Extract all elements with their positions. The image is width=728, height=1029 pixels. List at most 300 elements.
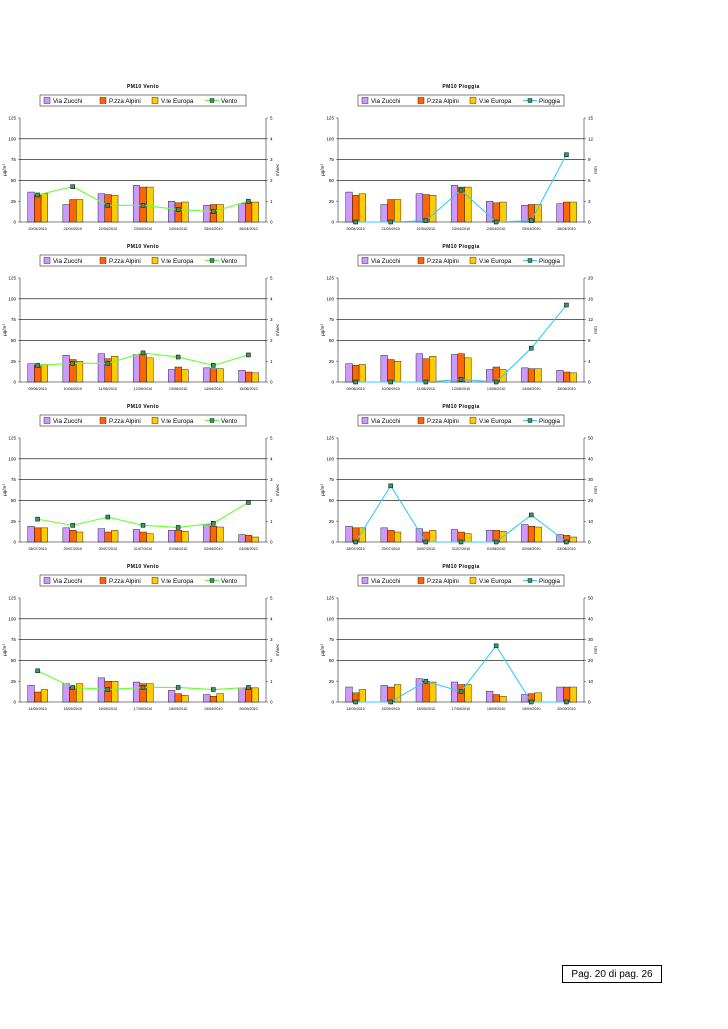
x-tick-label-1: 28/07/2010 xyxy=(28,547,47,551)
x-tick-label-2: 21/04/2010 xyxy=(63,227,82,231)
line-point-2 xyxy=(389,380,393,384)
legend-swatch-1 xyxy=(44,418,50,424)
legend-label-4: Pioggia xyxy=(539,418,561,425)
y2-axis-label: mm xyxy=(593,326,598,334)
x-tick-label-5: 18/09/2010 xyxy=(168,707,188,711)
line-point-4 xyxy=(141,523,145,527)
bar-3-3 xyxy=(429,356,436,382)
y2-tick-label-4: 3 xyxy=(270,317,273,323)
y-tick-label-6: 125 xyxy=(8,275,16,281)
chart-legend xyxy=(358,255,564,266)
bar-1-4 xyxy=(133,355,140,382)
y-tick-label-4: 75 xyxy=(328,637,334,643)
chart-title: PM10 Pioggia xyxy=(442,564,480,570)
y-tick-label-1: 0 xyxy=(331,539,334,545)
x-tick-label-2: 21/04/2010 xyxy=(381,227,400,231)
y2-tick-label-4: 9 xyxy=(588,157,591,163)
y2-tick-label-3: 2 xyxy=(270,178,273,183)
bar-2-6 xyxy=(210,696,217,702)
y2-tick-label-2: 4 xyxy=(588,358,591,364)
bar-2-6 xyxy=(528,526,535,542)
legend-label-3: V.le Europa xyxy=(161,258,194,265)
legend-label-2: P.zza Alpini xyxy=(427,98,459,105)
y-tick-label-5: 100 xyxy=(326,136,334,142)
y-tick-label-1: 0 xyxy=(331,379,334,385)
bar-3-4 xyxy=(465,685,472,702)
bar-1-4 xyxy=(451,530,458,542)
line-point-6 xyxy=(529,346,533,350)
bar-1-3 xyxy=(416,679,423,702)
bar-1-7 xyxy=(557,204,564,222)
y2-tick-label-5: 40 xyxy=(588,616,594,622)
y-tick-label-4: 75 xyxy=(328,477,334,483)
bar-2-4 xyxy=(140,354,147,382)
bar-3-4 xyxy=(465,534,472,542)
bar-1-7 xyxy=(557,370,564,382)
bar-1-4 xyxy=(451,185,458,222)
bar-2-5 xyxy=(175,530,182,542)
legend-swatch-3 xyxy=(152,258,158,264)
chart-legend xyxy=(40,255,246,266)
bar-1-5 xyxy=(486,691,493,702)
bar-3-4 xyxy=(147,187,154,222)
x-tick-label-4: 31/07/2010 xyxy=(133,547,153,551)
line-point-3 xyxy=(106,688,110,692)
y2-tick-label-4: 30 xyxy=(588,637,594,643)
y-tick-label-5: 100 xyxy=(8,136,16,142)
chart-7 xyxy=(0,560,300,720)
line-point-7 xyxy=(564,153,568,157)
chart-4 xyxy=(318,240,618,400)
y2-tick-label-3: 2 xyxy=(270,338,273,343)
bar-3-5 xyxy=(182,202,189,222)
line-point-5 xyxy=(494,644,498,648)
bar-3-6 xyxy=(535,693,542,702)
bar-1-6 xyxy=(203,525,210,542)
bar-1-1 xyxy=(28,685,35,702)
x-tick-label-5: 01/08/2010 xyxy=(168,547,188,551)
bar-3-7 xyxy=(570,373,577,382)
chart-2 xyxy=(318,80,618,240)
x-tick-label-6: 25/04/2010 xyxy=(204,227,223,231)
bar-1-6 xyxy=(521,525,528,542)
y-tick-label-6: 125 xyxy=(8,435,16,441)
y2-tick-label-5: 4 xyxy=(270,296,273,302)
line-point-1 xyxy=(354,380,358,384)
legend-label-4: Vento xyxy=(221,418,238,425)
y-tick-label-3: 50 xyxy=(328,498,334,503)
y-tick-label-4: 75 xyxy=(10,477,16,483)
line-point-3 xyxy=(424,380,428,384)
chart-5 xyxy=(0,400,300,560)
legend-label-1: Via Zucchi xyxy=(371,98,401,105)
x-tick-label-3: 22/04/2010 xyxy=(98,227,118,231)
bar-1-2 xyxy=(381,205,388,222)
bar-2-1 xyxy=(352,195,359,222)
legend-label-2: P.zza Alpini xyxy=(109,258,141,265)
y-tick-label-6: 125 xyxy=(8,115,16,121)
y2-tick-label-2: 10 xyxy=(588,518,594,524)
line-point-6 xyxy=(529,700,533,704)
legend-label-2: P.zza Alpini xyxy=(427,418,459,425)
bar-2-3 xyxy=(105,195,112,222)
y-tick-label-5: 100 xyxy=(8,296,16,302)
legend-swatch-2 xyxy=(100,418,106,424)
bar-2-2 xyxy=(388,530,395,542)
bar-1-4 xyxy=(451,355,458,382)
y-tick-label-3: 50 xyxy=(328,178,334,183)
bar-3-6 xyxy=(535,527,542,542)
y2-tick-label-3: 20 xyxy=(588,498,594,503)
bar-2-7 xyxy=(245,535,252,542)
bar-1-7 xyxy=(239,688,246,702)
bar-1-3 xyxy=(98,194,105,222)
legend-label-1: Via Zucchi xyxy=(371,418,401,425)
line-point-7 xyxy=(564,303,568,307)
y2-tick-label-3: 2 xyxy=(270,498,273,503)
chart-title: PM10 Vento xyxy=(126,564,160,570)
y2-tick-label-4: 12 xyxy=(588,317,594,323)
legend-label-2: P.zza Alpini xyxy=(427,578,459,585)
legend-label-2: P.zza Alpini xyxy=(109,418,141,425)
line-point-7 xyxy=(246,353,250,357)
bar-2-3 xyxy=(105,532,112,542)
legend-label-1: Via Zucchi xyxy=(53,258,83,265)
bar-1-4 xyxy=(451,682,458,702)
y2-tick-label-6: 5 xyxy=(270,595,273,601)
bar-2-7 xyxy=(245,202,252,222)
line-point-4 xyxy=(459,690,463,694)
chart-1 xyxy=(0,80,300,240)
y-axis-label: µg/m³ xyxy=(320,644,325,656)
bar-1-5 xyxy=(168,370,175,382)
bar-3-7 xyxy=(252,537,259,542)
y-tick-label-4: 75 xyxy=(10,317,16,323)
y2-tick-label-5: 12 xyxy=(588,136,594,142)
y-tick-label-2: 25 xyxy=(328,518,334,524)
x-tick-label-3: 16/09/2010 xyxy=(98,707,118,711)
bar-1-2 xyxy=(381,528,388,542)
x-tick-label-4: 17/09/2010 xyxy=(451,707,471,711)
legend-swatch-3 xyxy=(470,258,476,264)
bar-2-5 xyxy=(175,694,182,702)
y-tick-label-4: 75 xyxy=(10,157,16,163)
legend-swatch-1 xyxy=(362,258,368,264)
y2-axis-label: m/sec xyxy=(275,483,280,497)
bar-1-2 xyxy=(381,355,388,382)
legend-swatch-1 xyxy=(44,578,50,584)
bar-3-6 xyxy=(217,205,224,222)
legend-swatch-2 xyxy=(100,578,106,584)
chart-title: PM10 Pioggia xyxy=(442,84,480,90)
bar-1-5 xyxy=(168,201,175,222)
bar-2-1 xyxy=(34,365,41,382)
x-tick-label-1: 28/07/2010 xyxy=(346,547,365,551)
y-tick-label-2: 25 xyxy=(10,198,16,204)
y-tick-label-4: 75 xyxy=(328,317,334,323)
line-point-1 xyxy=(36,517,40,521)
y2-tick-label-2: 1 xyxy=(270,358,273,364)
bar-3-2 xyxy=(394,200,401,222)
bar-2-7 xyxy=(563,202,570,222)
x-tick-label-1: 20/04/2010 xyxy=(28,227,47,231)
bar-3-3 xyxy=(111,530,118,542)
y-tick-label-1: 0 xyxy=(331,219,334,225)
bar-3-1 xyxy=(41,194,48,222)
bar-1-2 xyxy=(63,684,70,702)
y-axis-label: µg/m³ xyxy=(2,164,7,176)
y2-tick-label-6: 20 xyxy=(588,275,594,281)
x-tick-label-7: 26/04/2010 xyxy=(557,227,576,231)
y-tick-label-2: 25 xyxy=(328,198,334,204)
x-tick-label-1: 14/09/2010 xyxy=(346,707,365,711)
line-point-4 xyxy=(141,351,145,355)
line-point-4 xyxy=(459,377,463,381)
bar-2-5 xyxy=(493,203,500,222)
x-tick-label-4: 23/04/2010 xyxy=(133,227,153,231)
x-tick-label-6: 19/09/2010 xyxy=(522,707,541,711)
y-tick-label-4: 75 xyxy=(328,157,334,163)
line-point-1 xyxy=(36,193,40,197)
line-point-2 xyxy=(71,523,75,527)
legend-swatch-2 xyxy=(418,578,424,584)
line-point-5 xyxy=(176,685,180,689)
y-tick-label-2: 25 xyxy=(328,678,334,684)
bar-1-3 xyxy=(416,194,423,222)
legend-swatch-1 xyxy=(362,418,368,424)
x-tick-label-6: 19/09/2010 xyxy=(204,707,223,711)
line-point-1 xyxy=(354,540,358,544)
y2-tick-label-3: 2 xyxy=(270,658,273,663)
bar-1-6 xyxy=(521,205,528,222)
bar-1-6 xyxy=(521,368,528,382)
y-tick-label-5: 100 xyxy=(326,296,334,302)
y2-axis-label: mm xyxy=(593,646,598,654)
bar-3-6 xyxy=(217,369,224,382)
line-point-6 xyxy=(211,210,215,214)
bar-1-1 xyxy=(346,687,353,702)
line-point-1 xyxy=(36,669,40,673)
page-number-label xyxy=(562,965,662,983)
bar-3-3 xyxy=(111,195,118,222)
y2-tick-label-1: 0 xyxy=(588,539,591,545)
y-axis-label: µg/m³ xyxy=(320,164,325,176)
y-tick-label-6: 125 xyxy=(326,595,334,601)
y2-tick-label-5: 4 xyxy=(270,136,273,142)
line-point-6 xyxy=(211,363,215,367)
legend-swatch-2 xyxy=(100,258,106,264)
x-tick-label-2: 15/09/2010 xyxy=(63,707,82,711)
line-point-3 xyxy=(106,361,110,365)
x-tick-label-2: 29/07/2010 xyxy=(63,547,82,551)
bar-2-4 xyxy=(140,532,147,542)
chart-title: PM10 Pioggia xyxy=(442,404,480,410)
bar-3-2 xyxy=(76,200,83,222)
legend-swatch-3 xyxy=(470,578,476,584)
bar-3-6 xyxy=(217,527,224,542)
y-tick-label-2: 25 xyxy=(10,518,16,524)
y2-tick-label-1: 0 xyxy=(270,539,273,545)
y-tick-label-5: 100 xyxy=(326,456,334,462)
legend-label-1: Via Zucchi xyxy=(53,418,83,425)
legend-label-3: V.le Europa xyxy=(161,98,194,105)
legend-label-2: P.zza Alpini xyxy=(109,578,141,585)
bar-3-4 xyxy=(465,187,472,222)
bar-1-3 xyxy=(98,529,105,542)
bar-3-1 xyxy=(41,528,48,542)
y2-tick-label-2: 10 xyxy=(588,678,594,684)
legend-swatch-3 xyxy=(152,578,158,584)
bar-1-6 xyxy=(203,205,210,222)
bar-1-4 xyxy=(133,682,140,702)
y-axis-label: µg/m³ xyxy=(2,644,7,656)
line-point-5 xyxy=(176,355,180,359)
bar-1-3 xyxy=(416,354,423,382)
bar-1-7 xyxy=(239,535,246,542)
y-tick-label-2: 25 xyxy=(328,358,334,364)
y-tick-label-1: 0 xyxy=(13,539,16,545)
y2-tick-label-5: 4 xyxy=(270,616,273,622)
x-tick-label-5: 18/09/2010 xyxy=(486,707,506,711)
bar-1-5 xyxy=(168,690,175,702)
legend-label-2: P.zza Alpini xyxy=(427,258,459,265)
legend-swatch-2 xyxy=(100,98,106,104)
bar-3-7 xyxy=(252,202,259,222)
y2-tick-label-4: 3 xyxy=(270,637,273,643)
y2-tick-label-3: 8 xyxy=(588,338,591,343)
y-tick-label-6: 125 xyxy=(326,115,334,121)
y-tick-label-5: 100 xyxy=(8,456,16,462)
x-tick-label-1: 09/06/2010 xyxy=(28,387,47,391)
y2-tick-label-1: 0 xyxy=(588,219,591,225)
y2-tick-label-5: 4 xyxy=(270,456,273,462)
legend-line-marker xyxy=(528,259,532,263)
bar-3-1 xyxy=(359,690,366,702)
bar-3-1 xyxy=(359,194,366,222)
bar-3-4 xyxy=(147,358,154,382)
bar-3-1 xyxy=(41,365,48,382)
x-tick-label-4: 23/04/2010 xyxy=(451,227,471,231)
y2-axis-label: m/sec xyxy=(275,323,280,337)
bar-2-1 xyxy=(34,528,41,542)
legend-swatch-1 xyxy=(44,98,50,104)
line-point-7 xyxy=(564,540,568,544)
chart-8 xyxy=(318,560,618,720)
bar-1-7 xyxy=(557,687,564,702)
x-tick-label-5: 24/04/2010 xyxy=(486,227,506,231)
x-tick-label-2: 10/06/2010 xyxy=(63,387,82,391)
line-point-6 xyxy=(211,521,215,525)
x-tick-label-2: 10/06/2010 xyxy=(381,387,400,391)
bar-2-6 xyxy=(528,369,535,382)
line-point-5 xyxy=(176,525,180,529)
bar-3-1 xyxy=(41,690,48,702)
x-tick-label-2: 15/09/2010 xyxy=(381,707,400,711)
legend-line-marker xyxy=(528,419,532,423)
legend-swatch-3 xyxy=(152,98,158,104)
x-tick-label-5: 24/04/2010 xyxy=(168,227,188,231)
y-axis-label: µg/m³ xyxy=(320,484,325,496)
bar-3-7 xyxy=(570,202,577,222)
chart-title: PM10 Vento xyxy=(126,244,160,250)
page-number-text: Pag. 20 di pag. 26 xyxy=(571,968,653,980)
legend-swatch-1 xyxy=(362,98,368,104)
y-tick-label-6: 125 xyxy=(326,435,334,441)
bar-1-5 xyxy=(168,530,175,542)
bar-1-1 xyxy=(28,526,35,542)
bar-1-7 xyxy=(239,204,246,222)
bar-1-3 xyxy=(98,678,105,702)
y-tick-label-3: 50 xyxy=(10,178,16,183)
bar-2-3 xyxy=(423,359,430,382)
x-tick-label-6: 02/08/2010 xyxy=(204,547,223,551)
x-tick-label-3: 16/09/2010 xyxy=(416,707,436,711)
y2-tick-label-6: 5 xyxy=(270,115,273,121)
chart-3 xyxy=(0,240,300,400)
x-tick-label-3: 30/07/2010 xyxy=(98,547,118,551)
chart-title: PM10 Pioggia xyxy=(442,244,480,250)
y-tick-label-3: 50 xyxy=(10,658,16,663)
line-point-4 xyxy=(141,203,145,207)
x-tick-label-3: 22/04/2010 xyxy=(416,227,436,231)
line-point-4 xyxy=(459,540,463,544)
bar-3-5 xyxy=(500,696,507,702)
y2-tick-label-3: 20 xyxy=(588,658,594,663)
x-tick-label-7: 15/06/2010 xyxy=(239,387,258,391)
bar-2-5 xyxy=(175,203,182,222)
bar-3-7 xyxy=(252,688,259,702)
line-point-3 xyxy=(106,203,110,207)
legend-label-3: V.le Europa xyxy=(161,578,194,585)
bar-2-2 xyxy=(388,200,395,222)
y2-tick-label-1: 0 xyxy=(588,699,591,705)
x-tick-label-4: 17/09/2010 xyxy=(133,707,153,711)
legend-swatch-3 xyxy=(470,98,476,104)
bar-3-1 xyxy=(359,365,366,382)
bar-3-4 xyxy=(147,534,154,542)
bar-1-5 xyxy=(486,370,493,382)
line-point-6 xyxy=(211,688,215,692)
y-tick-label-3: 50 xyxy=(10,498,16,503)
line-point-2 xyxy=(71,685,75,689)
bar-1-2 xyxy=(381,685,388,702)
line-point-5 xyxy=(494,380,498,384)
legend-label-3: V.le Europa xyxy=(479,418,512,425)
legend-label-1: Via Zucchi xyxy=(53,578,83,585)
bar-2-7 xyxy=(563,372,570,382)
y2-tick-label-6: 15 xyxy=(588,115,594,121)
bar-1-4 xyxy=(133,185,140,222)
line-point-2 xyxy=(389,484,393,488)
bar-2-2 xyxy=(70,200,77,222)
chart-6 xyxy=(318,400,618,560)
y2-tick-label-6: 5 xyxy=(270,275,273,281)
x-tick-label-7: 03/08/2010 xyxy=(557,547,576,551)
legend-swatch-1 xyxy=(362,578,368,584)
y2-axis-label: m/sec xyxy=(275,163,280,177)
chart-title: PM10 Vento xyxy=(126,84,160,90)
y-tick-label-6: 125 xyxy=(8,595,16,601)
chart-legend xyxy=(40,415,246,426)
bar-2-7 xyxy=(245,372,252,382)
legend-label-4: Vento xyxy=(221,98,238,105)
x-tick-label-3: 11/06/2010 xyxy=(416,387,435,391)
y2-tick-label-2: 1 xyxy=(270,518,273,524)
legend-label-4: Pioggia xyxy=(539,258,561,265)
legend-line-marker xyxy=(528,99,532,103)
y-tick-label-5: 100 xyxy=(326,616,334,622)
bar-2-2 xyxy=(388,360,395,382)
